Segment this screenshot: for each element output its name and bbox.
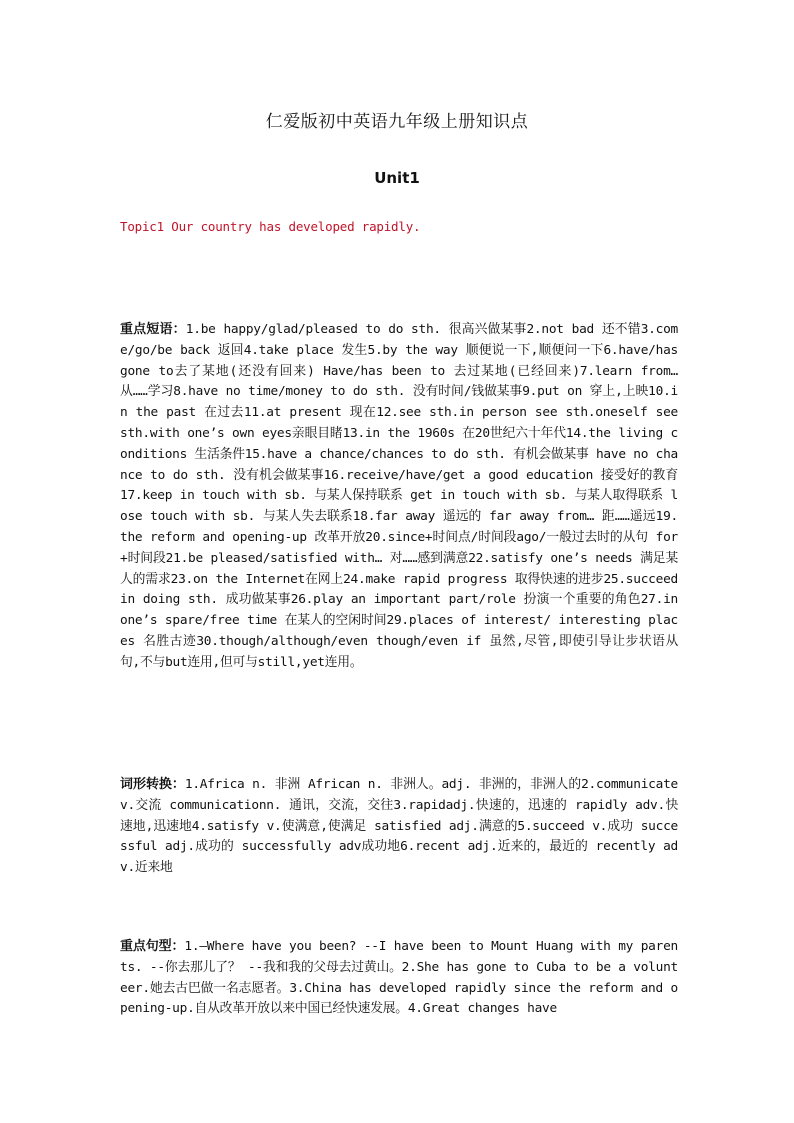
word-forms-section xyxy=(120,775,678,879)
word-forms-text: 1.Africa n. 非洲 African n. 非洲人。adj. 非洲的，非洲人的2.communicatev.交流 communicationn. 通讯，交流，交往3.rapidadj.快速的，迅速的 rapidly adv.快速地,迅速地4.satisfy v.使满意,使满足 satisfied adj.满意的5.succeed v.成功 successful adj.成功的 successfully adv成功地6.recent adj.近来的，最近的 recently adv.近来地 xyxy=(120,777,678,876)
key-sentences-heading: 重点句型： xyxy=(120,939,185,954)
key-sentences-text: 1.—Where have you been? --I have been to Mount Huang with my parents. --你去那儿了？ --我和我的父母去过黄山。2.She has gone to Cuba to be a volunteer.她去古巴做一名志愿者。3.China has developed rapidly since the reform and opening-up.自从改革开放以来中国已经快速发展。4.Great changes have xyxy=(120,939,678,1017)
key-phrases-text: 1.be happy/glad/pleased to do sth. 很高兴做某事2.not bad 还不错3.come/go/be back 返回4.take place 发生5.by the way 顺便说一下,顺便问一下6.have/has gone to去了某地(还没有回来) Have/has been to 去过某地(已经回来)7.learn from… 从……学习8.have no time/money to do sth. 没有时间/钱做某事9.put on 穿上,上映10.in the past 在过去11.at present 现在12.see sth.in person see sth.oneself see sth.with one’s own eyes亲眼目睹13.in the 1960s 在20世纪六十年代14.the living conditions 生活条件15.have a chance/chances to do sth. 有机会做某事 have no chance to do sth. 没有机会做某事16.receive/have/get a good education 接受好的教育17.keep in touch with sb. 与某人保持联系 get in touch with sb. 与某人取得联系 lose touch with sb. 与某人失去联系18.far away 遥远的 far away from… 距……遥远19.the reform and opening-up 改革开放20.since+时间点/时间段ago/一般过去时的从句 for+时间段21.be pleased/satisfied with… 对……感到满意22.satisfy one’s needs 满足某人的需求23.on the Internet在网上24.make rapid progress 取得快速的进步25.succeed in doing sth. 成功做某事26.play an important part/role 扮演一个重要的角色27.in one’s spare/free time 在某人的空闲时间29.places of interest/ interesting places 名胜古迹30.though/although/even though/even if 虽然,尽管,即使引导让步状语从句,不与but连用,但可与still,yet连用。 xyxy=(120,322,678,670)
key-sentences-section xyxy=(120,937,678,1020)
topic-heading: Topic1 Our country has developed rapidly. xyxy=(120,219,421,234)
word-forms-heading: 词形转换： xyxy=(120,777,185,792)
unit-heading: Unit1 xyxy=(374,169,420,187)
document-title: 仁爱版初中英语九年级上册知识点 xyxy=(265,112,529,132)
key-phrases-heading: 重点短语： xyxy=(120,322,186,337)
key-phrases-section xyxy=(120,320,678,674)
